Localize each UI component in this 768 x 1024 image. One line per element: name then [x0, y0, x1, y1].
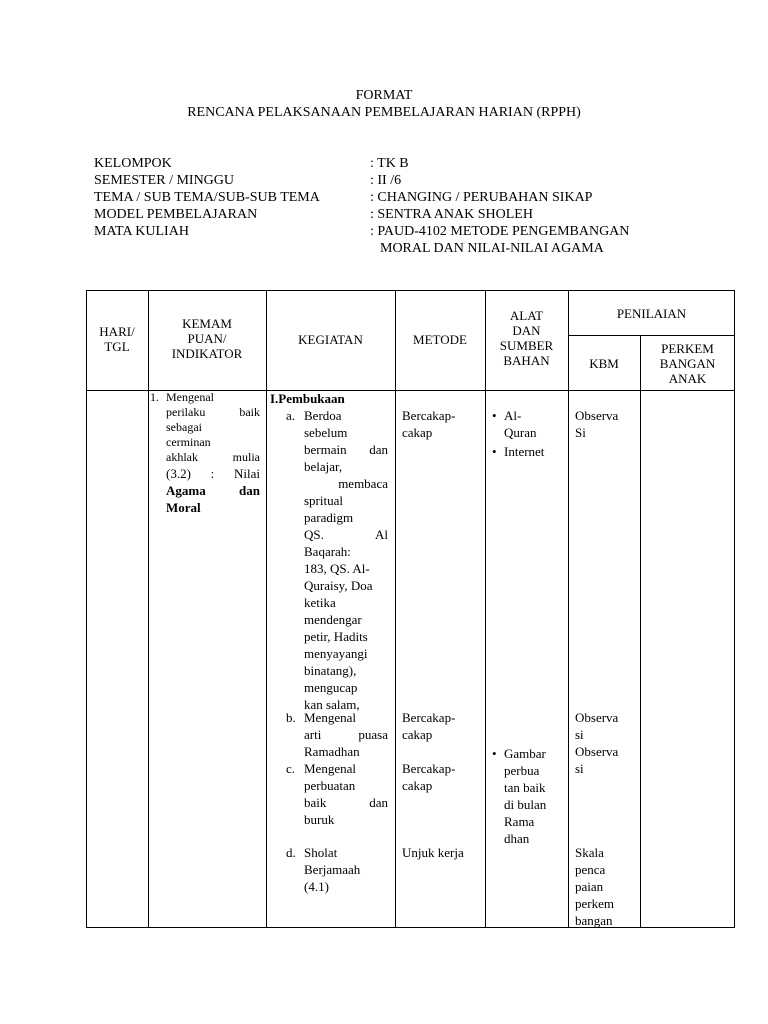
col-line-2	[266, 290, 267, 928]
header-penilaian: PENILAIAN	[616, 306, 687, 321]
meta-value-kelompok: : TK B	[370, 156, 409, 171]
col-line-0	[86, 290, 87, 928]
meta-label-kelompok: KELOMPOK	[94, 156, 172, 171]
alat-line: Quran	[504, 425, 537, 440]
header-alat-line3: SUMBER	[499, 338, 554, 353]
col-line-4	[485, 290, 486, 928]
metode-line: cakap	[402, 425, 433, 440]
header-alat-line4: BAHAN	[503, 353, 550, 368]
header-perkembangan-anak	[640, 341, 735, 386]
kegiatan-line: Quraisy, Doa	[304, 578, 373, 593]
kegiatan-marker-d: d.	[286, 845, 296, 860]
kemampuan-line: Agama dan	[166, 483, 260, 498]
metode-2	[402, 709, 455, 743]
metode-line: Bercakap-	[402, 710, 456, 725]
kbm-observasi-1	[575, 407, 618, 441]
kbm-line: Observa	[575, 408, 619, 423]
kegiatan-line: Berjamaah	[304, 862, 361, 877]
alat-item-quran	[504, 407, 537, 441]
header-kbm: KBM	[589, 356, 619, 371]
kegiatan-section-pembukaan: I.Pembukaan	[270, 391, 345, 406]
table-top-border	[86, 290, 735, 291]
kegiatan-line: Ramadhan	[304, 744, 360, 759]
kegiatan-line: 183, QS. Al-	[304, 561, 370, 576]
kegiatan-marker-a: a.	[286, 408, 296, 423]
kegiatan-item-d	[304, 844, 388, 895]
kbm-skala	[575, 844, 614, 929]
alat-line: Rama	[504, 814, 535, 829]
header-perkem-line1: PERKEM	[661, 341, 714, 356]
header-kemam-line2: PUAN/	[187, 331, 227, 346]
kegiatan-line: Mengenal	[304, 710, 356, 725]
meta-label-mata-kuliah: MATA KULIAH	[94, 224, 189, 239]
table-bottom-border	[86, 927, 735, 928]
kbm-line: penca	[575, 862, 606, 877]
header-kemampuan	[148, 316, 266, 361]
header-kemam-line1: KEMAM	[182, 316, 232, 331]
kegiatan-line: binatang),	[304, 663, 357, 678]
header-perkem-line3: ANAK	[668, 371, 707, 386]
kbm-line: Observa	[575, 710, 619, 725]
kegiatan-marker-b: b.	[286, 710, 296, 725]
header-alat-sumber-bahan	[485, 308, 568, 368]
meta-label-model: MODEL PEMBELAJARAN	[94, 207, 258, 222]
kemampuan-line: sebagai	[166, 420, 202, 434]
alat-line: dhan	[504, 831, 530, 846]
kbm-line: si	[575, 727, 584, 742]
kegiatan-line: ketika	[304, 595, 336, 610]
kegiatan-line: Baqarah:	[304, 544, 351, 559]
metode-4: Unjuk kerja	[402, 845, 464, 860]
kegiatan-line: (4.1)	[304, 879, 329, 894]
kbm-line: Observa	[575, 744, 619, 759]
header-alat-line2: DAN	[512, 323, 541, 338]
alat-line: di bulan	[504, 797, 547, 812]
metode-line: Bercakap-	[402, 761, 456, 776]
header-hari-tgl	[86, 324, 148, 354]
kegiatan-line: Berdoa	[304, 408, 342, 423]
kegiatan-line: bermain dan	[304, 442, 388, 457]
meta-value-mata-kuliah-cont: MORAL DAN NILAI-NILAI AGAMA	[380, 241, 604, 256]
meta-label-semester: SEMESTER / MINGGU	[94, 173, 235, 188]
meta-label-tema: TEMA / SUB TEMA/SUB-SUB TEMA	[94, 190, 320, 205]
document-title: FORMAT	[355, 88, 413, 103]
alat-line: • Internet	[504, 443, 544, 460]
kegiatan-line: paradigm	[304, 510, 354, 525]
kbm-line: si	[575, 761, 584, 776]
col-line-5	[568, 290, 569, 928]
header-hari-line2: TGL	[104, 339, 130, 354]
document-subtitle: RENCANA PELAKSANAAN PEMBELAJARAN HARIAN (RPPH)	[187, 105, 581, 120]
kemampuan-line: Moral	[166, 500, 201, 515]
kemampuan-line: akhlak mulia	[166, 450, 260, 464]
header-kemam-line3: INDIKATOR	[171, 346, 243, 361]
kegiatan-line: petir, Hadits	[304, 629, 368, 644]
header-alat-line1: ALAT	[509, 308, 544, 323]
kegiatan-line: arti puasa	[304, 727, 388, 742]
kbm-observasi-2	[575, 709, 618, 777]
kegiatan-line: mendengar	[304, 612, 362, 627]
kegiatan-item-b	[304, 709, 388, 760]
kemampuan-line: perilaku baik	[166, 405, 260, 419]
header-kegiatan: KEGIATAN	[298, 332, 363, 347]
kegiatan-line: belajar,	[304, 459, 343, 474]
metode-line: Bercakap-	[402, 408, 456, 423]
kegiatan-line: QS. Al	[304, 527, 388, 542]
kemampuan-line: (3.2) : Nilai	[166, 466, 260, 481]
kegiatan-line: baik dan	[304, 795, 388, 810]
kegiatan-line: menyayangi	[304, 646, 368, 661]
kemampuan-line: cerminan	[166, 435, 211, 449]
kemampuan-line: Mengenal	[166, 390, 214, 404]
header-metode: METODE	[413, 332, 467, 347]
kegiatan-line: mengucap	[304, 680, 358, 695]
header-hari-line1: HARI/	[99, 324, 135, 339]
alat-line: perbua	[504, 763, 540, 778]
kegiatan-marker-c: c.	[286, 761, 296, 776]
kbm-line: paian	[575, 879, 604, 894]
penilaian-divider	[568, 335, 735, 336]
kegiatan-line: perbuatan	[304, 778, 356, 793]
alat-line: tan baik	[504, 780, 546, 795]
meta-value-semester: : II /6	[370, 173, 402, 188]
kbm-line: bangan	[575, 913, 613, 928]
alat-item-internet	[504, 443, 544, 460]
header-perkem-line2: BANGAN	[659, 356, 716, 371]
kegiatan-item-c	[304, 760, 388, 828]
kegiatan-line: Sholat	[304, 845, 338, 860]
kbm-line: Skala	[575, 845, 604, 860]
alat-item-gambar	[504, 745, 546, 847]
kbm-line: Si	[575, 425, 586, 440]
col-line-3	[395, 290, 396, 928]
meta-value-mata-kuliah: : PAUD-4102 METODE PENGEMBANGAN	[370, 224, 630, 239]
kegiatan-line: Mengenal	[304, 761, 356, 776]
metode-line: cakap	[402, 727, 433, 742]
kegiatan-line: membaca	[338, 476, 388, 491]
kemampuan-indikator	[166, 390, 260, 516]
kegiatan-line: kan salam,	[304, 697, 360, 712]
metode-1	[402, 407, 455, 441]
metode-line: cakap	[402, 778, 433, 793]
kegiatan-line: sebelum	[304, 425, 348, 440]
metode-3	[402, 760, 455, 794]
kbm-line: perkem	[575, 896, 614, 911]
kegiatan-line: buruk	[304, 812, 335, 827]
col-line-1	[148, 290, 149, 928]
meta-value-model: : SENTRA ANAK SHOLEH	[370, 207, 533, 222]
alat-line: • Gambar	[504, 745, 546, 762]
col-line-6	[640, 335, 641, 928]
kegiatan-item-a	[304, 407, 388, 713]
meta-value-tema: : CHANGING / PERUBAHAN SIKAP	[370, 190, 593, 205]
kegiatan-line: spritual	[304, 493, 343, 508]
alat-line: • Al-	[504, 407, 537, 424]
kemampuan-number: 1.	[150, 390, 159, 404]
